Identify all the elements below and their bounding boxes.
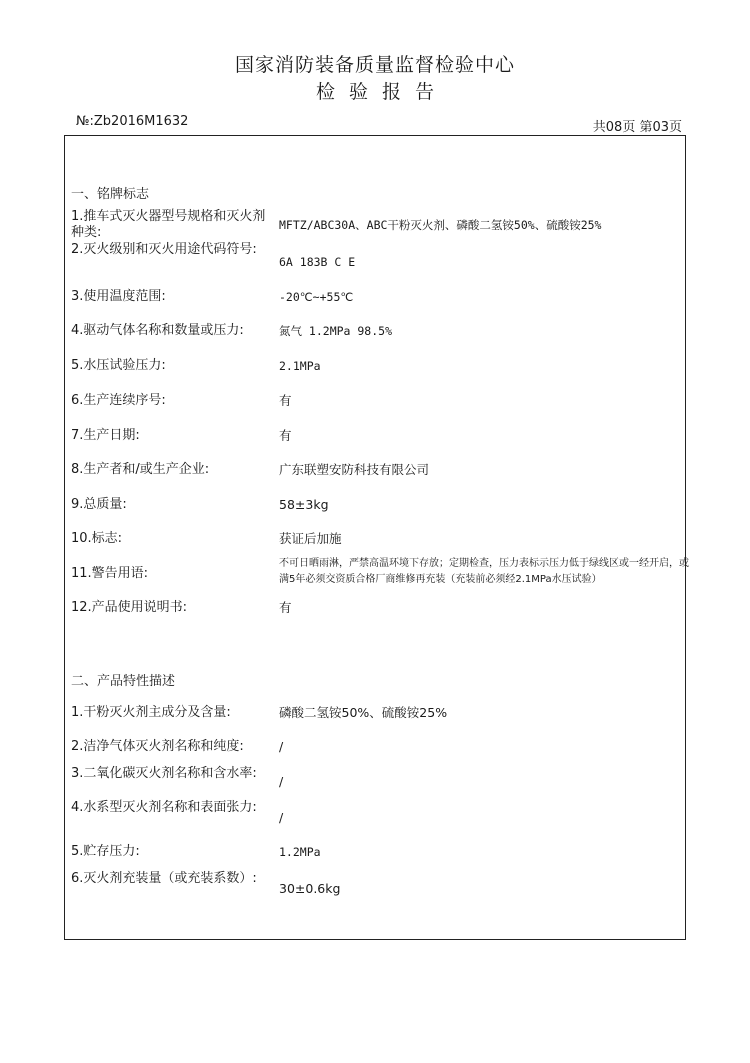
- field-value: /: [279, 739, 284, 754]
- field-value: 磷酸二氢铵50%、硫酸铵25%: [279, 705, 448, 720]
- field-label: 9.总质量:: [71, 497, 127, 512]
- field-label: 3.使用温度范围:: [71, 289, 166, 304]
- section-heading-features: 二、产品特性描述: [71, 674, 176, 689]
- field-label: 4.水系型灭火剂名称和表面张力:: [71, 800, 257, 815]
- field-value: 6A 183B C E: [279, 255, 356, 269]
- field-label: 8.生产者和/或生产企业:: [71, 462, 210, 477]
- field-value: 1.2MPa: [279, 845, 321, 859]
- page-info: 共08页 第03页: [592, 120, 682, 135]
- field-value: 获证后加施: [279, 531, 342, 546]
- field-label: 6.生产连续序号:: [71, 393, 166, 408]
- field-value: 有: [279, 428, 292, 443]
- report-frame: [64, 135, 689, 940]
- field-value: 氮气 1.2MPa 98.5%: [279, 324, 393, 338]
- field-label: 7.生产日期:: [71, 428, 140, 443]
- field-label: 3.二氧化碳灭火剂名称和含水率:: [71, 766, 257, 781]
- field-label: 1.推车式灭火器型号规格和灭火剂种类:: [71, 209, 266, 240]
- field-value: 58±3kg: [279, 497, 329, 512]
- field-label: 2.洁净气体灭火剂名称和纯度:: [71, 739, 244, 754]
- field-value: 有: [279, 393, 292, 408]
- field-label: 12.产品使用说明书:: [71, 600, 188, 615]
- field-value: 有: [279, 600, 292, 615]
- field-value: MFTZ/ABC30A、ABC干粉灭火剂、磷酸二氢铵50%、硫酸铵25%: [279, 218, 602, 232]
- field-value: 不可日晒雨淋，严禁高温环境下存放；定期检查，压力表标示压力低于绿线区或一经开启，或满5年必须交资质合格厂商维修再充装（充装前必须经2.1MPa水压试验）: [279, 558, 689, 585]
- field-label: 4.驱动气体名称和数量或压力:: [71, 323, 244, 338]
- field-value: 广东联塑安防科技有限公司: [279, 462, 430, 477]
- report-number: №:Zb2016M1632: [76, 114, 189, 129]
- section-heading-nameplate: 一、铭牌标志: [71, 187, 150, 202]
- field-label: 2.灭火级别和灭火用途代码符号:: [71, 242, 257, 257]
- field-label: 1.干粉灭火剂主成分及含量:: [71, 705, 231, 720]
- report-org-title: 国家消防装备质量监督检验中心: [234, 54, 515, 76]
- field-value: 30±0.6kg: [279, 881, 341, 896]
- field-value: -20℃~+55℃: [279, 290, 354, 304]
- field-value: 2.1MPa: [279, 359, 321, 373]
- field-value: /: [279, 810, 284, 825]
- field-label: 6.灭火剂充装量（或充装系数）:: [71, 871, 257, 886]
- field-value: /: [279, 774, 284, 789]
- field-label: 10.标志:: [71, 531, 123, 546]
- field-label: 5.贮存压力:: [71, 844, 140, 859]
- field-label: 5.水压试验压力:: [71, 358, 166, 373]
- report-subtitle: 检验报告: [315, 81, 448, 103]
- field-label: 11.警告用语:: [71, 566, 149, 581]
